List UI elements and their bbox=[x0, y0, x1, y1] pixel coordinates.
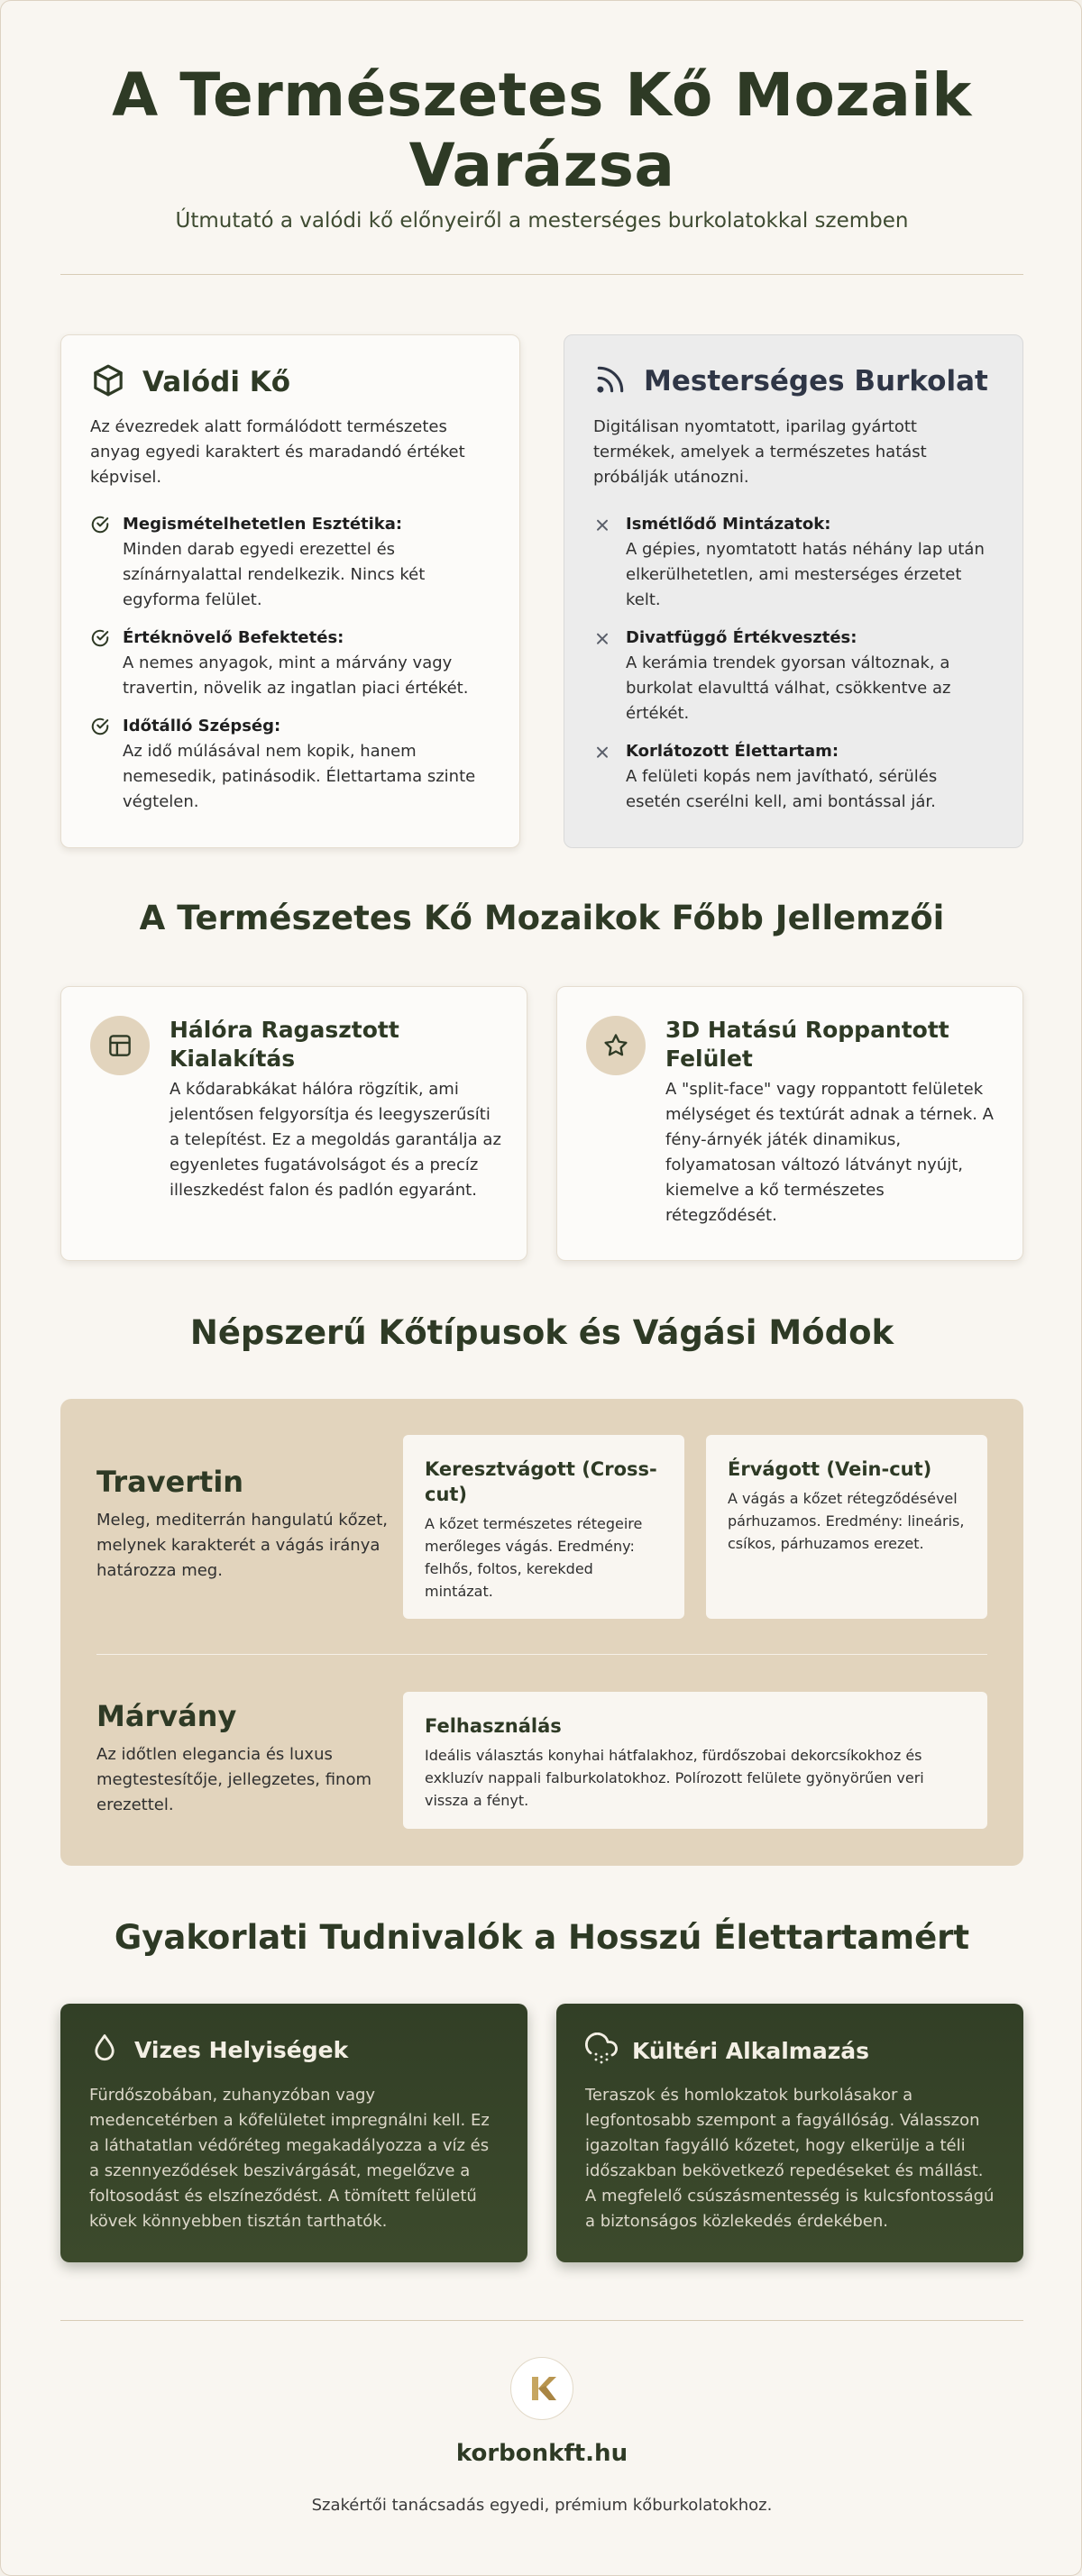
check-circle-icon bbox=[90, 717, 110, 815]
cut-card-vein bbox=[706, 1435, 987, 1619]
natural-stone-intro: Az évezredek alatt formálódott természetes anyag egyedi karaktert és maradandó értéket képvisel. bbox=[90, 417, 465, 487]
natural-stone-title: Valódi Kő bbox=[142, 366, 291, 398]
cross-icon bbox=[593, 628, 613, 726]
brand-name[interactable]: korbonkft.hu bbox=[455, 2440, 628, 2467]
footer-divider bbox=[60, 2320, 1023, 2321]
marvany-name: Márvány bbox=[96, 1699, 237, 1733]
feature-card-mesh bbox=[60, 986, 527, 1261]
artificial-drawback-item bbox=[593, 512, 995, 613]
drawback-title: Korlátozott Élettartam: bbox=[626, 742, 839, 761]
header-divider bbox=[60, 274, 1023, 275]
features-heading: A Természetes Kő Mozaikok Főbb Jellemzői bbox=[139, 899, 945, 937]
check-circle-icon bbox=[90, 628, 110, 701]
star-icon bbox=[586, 1016, 646, 1075]
artificial-tile-card bbox=[564, 334, 1023, 848]
practical-title: Kültéri Alkalmazás bbox=[632, 2037, 870, 2064]
cut-title: Érvágott (Vein-cut) bbox=[728, 1458, 932, 1480]
layout-grid-icon bbox=[90, 1016, 150, 1075]
drawback-text: A felületi kopás nem javítható, sérülés esetén cserélni kell, ami bontással jár. bbox=[626, 767, 938, 811]
benefit-title: Megismételhetetlen Esztétika: bbox=[123, 515, 403, 534]
benefit-text: Az idő múlásával nem kopik, hanem nemesedik, patinásodik. Élettartama szinte végtelen. bbox=[123, 742, 476, 811]
usage-title: Felhasználás bbox=[425, 1715, 562, 1737]
cut-text: A vágás a kőzet rétegződésével párhuzamos. Eredmény: lineáris, csíkos, párhuzamos erezet. bbox=[728, 1490, 965, 1552]
feature-title: 3D Hatású Roppantott Felület bbox=[665, 1017, 949, 1072]
practical-card-wet bbox=[60, 2004, 527, 2262]
practical-card-header bbox=[89, 2032, 348, 2067]
stone-types-panel bbox=[60, 1399, 1023, 1866]
check-circle-icon bbox=[90, 515, 110, 613]
artificial-tile-intro: Digitálisan nyomtatott, iparilag gyártott termékek, amelyek a természetes hatást próbálják utánozni. bbox=[593, 417, 927, 487]
travertin-desc: Meleg, mediterrán hangulatú kőzet, melynek karakterét a vágás iránya határozza meg. bbox=[96, 1511, 388, 1580]
stone-divider bbox=[96, 1654, 987, 1655]
feature-title: Hálóra Ragasztott Kialakítás bbox=[170, 1017, 399, 1072]
cross-icon bbox=[593, 742, 613, 815]
k-monogram-logo-icon[interactable] bbox=[510, 2357, 573, 2420]
practical-text: Fürdőszobában, zuhanyzóban vagy medencetérben a kőfelületet impregnálni kell. Ez a láthatatlan védőréteg megakadályozza a víz és a szennyeződések beszivárgását, megelőzve a foltosodást és elszíneződést. A tömített felületű kövek könnyebben tisztán tarthatók. bbox=[89, 2086, 490, 2231]
artificial-tile-header bbox=[593, 362, 988, 400]
cut-card-cross bbox=[403, 1435, 684, 1619]
natural-stone-card bbox=[60, 334, 520, 848]
travertin-name: Travertin bbox=[96, 1465, 244, 1499]
natural-benefit-item bbox=[90, 626, 492, 701]
practical-card-header bbox=[585, 2032, 869, 2069]
page-header bbox=[60, 60, 1023, 201]
feature-card-3d bbox=[556, 986, 1023, 1261]
page-title-line1: A Természetes Kő Mozaik bbox=[112, 60, 972, 130]
signal-arc-icon bbox=[593, 362, 628, 400]
page-title-line2: Varázsa bbox=[408, 131, 675, 200]
cloud-snow-icon bbox=[585, 2032, 618, 2069]
artificial-drawback-item bbox=[593, 626, 995, 726]
benefit-text: A nemes anyagok, mint a márvány vagy travertin, növelik az ingatlan piaci értékét. bbox=[123, 653, 469, 698]
feature-text: A kődarabkákat hálóra rögzítik, ami jelentősen felgyorsítja és leegyszerűsíti a telepítést. Ez a megoldás garantálja az egyenletes fugatávolságot és a precíz illeszkedést falon és padlón egyaránt. bbox=[170, 1080, 501, 1200]
marvany-usage-card bbox=[403, 1692, 987, 1829]
natural-stone-header bbox=[90, 362, 290, 402]
cut-title: Keresztvágott (Cross-cut) bbox=[425, 1458, 657, 1505]
stones-heading: Népszerű Kőtípusok és Vágási Módok bbox=[189, 1313, 894, 1352]
natural-benefit-item bbox=[90, 714, 492, 815]
practical-text: Teraszok és homlokzatok burkolásakor a legfontosabb szempont a fagyállóság. Válasszon igazoltan fagyálló kőzetet, hogy elkerülje a téli időszakban bekövetkező repedéseket és mállást. A megfelelő csúszásmentesség is kulcsfontosságú a biztonságos közlekedés érdekében. bbox=[585, 2086, 995, 2231]
cut-text: A kőzet természetes rétegeire merőleges vágás. Eredmény: felhős, foltos, kerekded mintázat. bbox=[425, 1515, 643, 1600]
practical-heading: Gyakorlati Tudnivalók a Hosszú Élettartamért bbox=[114, 1918, 970, 1957]
feature-text: A "split-face" vagy roppantott felületek mélységet és textúrát adnak a térnek. A fény-árnyék játék dinamikus, folyamatosan változó látványt nyújt, kiemelve a kő természetes rétegződését. bbox=[665, 1080, 994, 1225]
droplet-icon bbox=[89, 2032, 120, 2067]
drawback-title: Divatfüggő Értékvesztés: bbox=[626, 628, 857, 647]
footer-tagline: Szakértői tanácsadás egyedi, prémium kőburkolatokhoz. bbox=[311, 2496, 773, 2515]
marvany-desc: Az időtlen elegancia és luxus megtestesítője, jellegzetes, finom erezettel. bbox=[96, 1745, 371, 1814]
drawback-text: A kerámia trendek gyorsan változnak, a burkolat elavulttá válhat, csökkentve az értékét. bbox=[626, 653, 951, 723]
benefit-text: Minden darab egyedi erezettel és színárnyalattal rendelkezik. Nincs két egyforma felület. bbox=[123, 540, 426, 609]
practical-card-outdoor bbox=[556, 2004, 1023, 2262]
drawback-title: Ismétlődő Mintázatok: bbox=[626, 515, 831, 534]
cross-icon bbox=[593, 515, 613, 613]
page-title bbox=[60, 60, 1023, 201]
benefit-title: Értéknövelő Befektetés: bbox=[123, 628, 344, 647]
drawback-text: A gépies, nyomtatott hatás néhány lap után elkerülhetetlen, ami mesterséges érzetet kelt. bbox=[626, 540, 985, 609]
natural-benefit-item bbox=[90, 512, 492, 613]
page-subtitle: Útmutató a valódi kő előnyeiről a mesterséges burkolatokkal szemben bbox=[175, 209, 909, 233]
cube-icon bbox=[90, 362, 126, 402]
practical-title: Vizes Helyiségek bbox=[134, 2036, 349, 2063]
artificial-tile-title: Mesterséges Burkolat bbox=[644, 365, 988, 397]
benefit-title: Időtálló Szépség: bbox=[123, 717, 281, 735]
usage-text: Ideális választás konyhai hátfalakhoz, fürdőszobai dekorcsíkokhoz és exkluzív nappali falburkolatokhoz. Polírozott felülete gyönyörűen veri vissza a fényt. bbox=[425, 1747, 924, 1809]
artificial-drawback-item bbox=[593, 739, 995, 815]
